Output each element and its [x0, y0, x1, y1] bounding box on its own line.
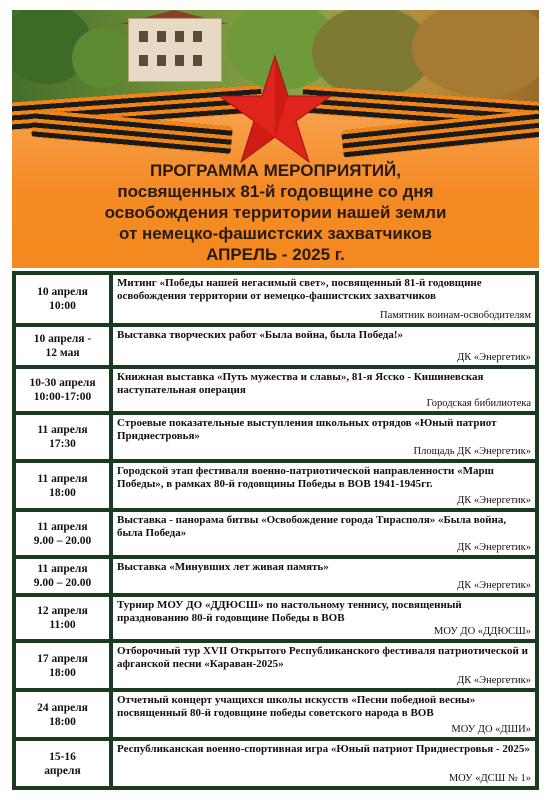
event-date-cell [16, 463, 109, 508]
event-date-cell [16, 327, 109, 365]
event-desc-cell [113, 643, 535, 688]
event-place: ДК «Энергетик» [457, 675, 531, 686]
event-title: Строевые показательные выступления школьных отрядов «Юный патриот Приднестровья» [117, 417, 497, 442]
event-time: 10:00-17:00 [33, 391, 92, 403]
event-date-cell [16, 643, 109, 688]
title-line: от немецко-фашистских захватчиков [119, 224, 432, 243]
event-title: Выставка «Минувших лет живая память» [117, 561, 329, 573]
event-desc-cell [113, 692, 535, 737]
event-date: 10-30 апреля [29, 377, 96, 389]
event-title: Республиканская военно-спортивная игра «Юный патриот Приднестровья - 2025» [117, 743, 530, 755]
event-row [16, 415, 535, 459]
event-place: ДК «Энергетик» [457, 542, 531, 553]
event-row [16, 463, 535, 508]
event-date: 11 апреля [37, 563, 88, 575]
event-desc-cell [113, 327, 535, 365]
event-date-cell [16, 415, 109, 459]
event-time: 11:00 [49, 619, 76, 631]
event-date: 11 апреля [37, 424, 88, 436]
event-title: Турнир МОУ ДО «ДДЮСШ» по настольному теннису, посвященный празднованию 80-й годовщине Победы в ВОВ [117, 599, 462, 624]
event-date: 11 апреля [37, 520, 88, 533]
event-desc-cell [113, 512, 535, 555]
event-place: МОУ ДО «ДДЮСШ» [434, 626, 531, 637]
event-time: 17:30 [49, 438, 76, 450]
event-desc-cell [113, 369, 535, 411]
title-line: посвященных 81-й годовщине со дня [117, 182, 434, 201]
events-table [12, 271, 539, 790]
event-row [16, 643, 535, 688]
event-place: Памятник воинам-освободителям [380, 310, 531, 321]
event-title: Отборочный тур XVII Открытого Республиканского фестиваля патриотической и афганской песни «Караван-2025» [117, 645, 528, 670]
event-desc-cell [113, 463, 535, 508]
event-place: МОУ ДО «ДШИ» [451, 724, 531, 735]
event-date: 15-16 [49, 750, 76, 763]
event-time: 9.00 – 20.00 [33, 577, 92, 589]
event-row [16, 597, 535, 639]
event-title: Выставка творческих работ «Была война, была Победа!» [117, 329, 404, 341]
event-place: Городская бибилиотека [426, 398, 531, 409]
event-date-cell [16, 369, 109, 411]
event-row [16, 369, 535, 411]
event-place: ДК «Энергетик» [457, 580, 531, 591]
event-place: ДК «Энергетик» [457, 352, 531, 363]
event-place: МОУ «ДСШ № 1» [448, 773, 531, 784]
event-title: Выставка - панорама битвы «Освобождение города Тирасполя» «Была война, была Победа» [117, 514, 507, 539]
event-desc-cell [113, 741, 535, 786]
event-time: 18:00 [49, 715, 76, 728]
event-date-cell [16, 275, 109, 323]
event-date: 10 апреля [37, 286, 88, 298]
event-date: 17 апреля [37, 652, 88, 665]
event-time: 18:00 [49, 666, 76, 679]
event-row [16, 692, 535, 737]
event-title: Отчетный концерт учащихся школы искусств «Песни победной весны» посвященный 80-й годовщине победы советского народа в ВОВ [117, 694, 476, 719]
page-title [12, 160, 539, 265]
event-date-cell [16, 692, 109, 737]
header-banner [12, 10, 539, 268]
event-row [16, 327, 535, 365]
event-row [16, 512, 535, 555]
event-title: Митинг «Победы нашей негасимый свет», посвященный 81-й годовщине освобождения территории от немецко-фашистских захватчиков [117, 277, 482, 302]
building [128, 18, 222, 82]
event-time: апреля [44, 764, 81, 777]
event-desc-cell [113, 275, 535, 323]
event-time: 18:00 [49, 486, 76, 499]
event-place: ДК «Энергетик» [457, 495, 531, 506]
event-date: 10 апреля - [33, 333, 92, 345]
event-row [16, 559, 535, 593]
event-time: 10:00 [49, 300, 76, 312]
event-title: Городской этап фестиваля военно-патриотической направленности «Марш Победы», в рамках 80-й годовщины Победы в ВОВ 1941-1945гг. [117, 465, 494, 490]
event-row [16, 741, 535, 786]
event-date-cell [16, 741, 109, 786]
title-line: АПРЕЛЬ - 2025 г. [206, 245, 345, 264]
event-desc-cell [113, 559, 535, 593]
event-time: 9.00 – 20.00 [33, 534, 92, 547]
event-date: 24 апреля [37, 701, 88, 714]
event-desc-cell [113, 415, 535, 459]
event-date: 11 апреля [37, 472, 88, 485]
event-place: Площадь ДК «Энергетик» [413, 446, 531, 457]
event-desc-cell [113, 597, 535, 639]
event-date-cell [16, 559, 109, 593]
event-date: 12 апреля [37, 605, 88, 617]
event-time: 12 мая [45, 347, 80, 359]
red-star-icon [217, 54, 333, 164]
event-row [16, 275, 535, 323]
event-date-cell [16, 597, 109, 639]
event-date-cell [16, 512, 109, 555]
title-line: освобождения территории нашей земли [104, 203, 447, 222]
event-title: Книжная выставка «Путь мужества и славы», 81-я Ясско - Кишиневская наступательная операция [117, 371, 484, 396]
title-line: ПРОГРАММА МЕРОПРИЯТИЙ, [149, 161, 401, 180]
